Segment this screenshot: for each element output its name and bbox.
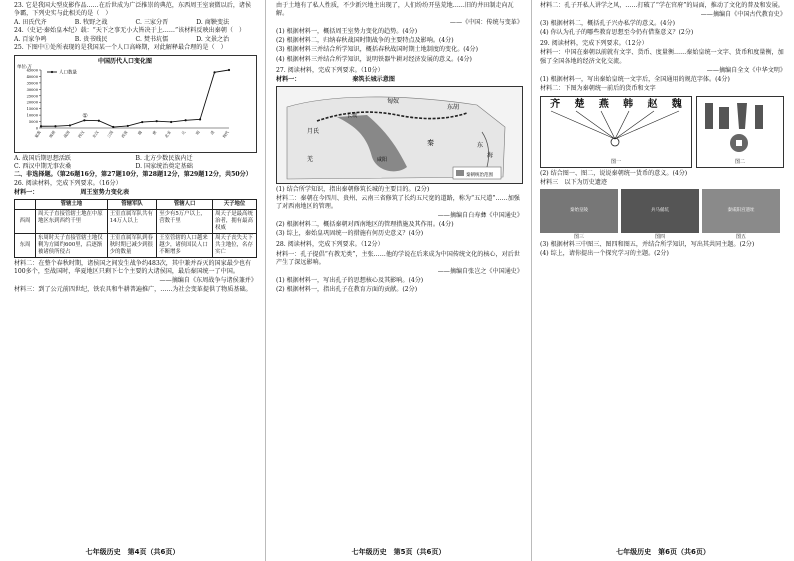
material-3: 材料三：到了公元前四世纪，铁农具和牛耕普遍推广，……为社会变革提供了物质基础。	[14, 286, 252, 294]
option: B. 牧野之战	[74, 19, 108, 27]
data-point	[127, 124, 129, 126]
script-sample: 齐	[550, 98, 561, 110]
option: D. 商鞅变法	[196, 19, 230, 27]
sub-question: (4) 综上，请你提出一个探究学习的主题。(2分)	[540, 250, 669, 258]
page-4	[0, 0, 265, 561]
chart-title: 中国历代人口变化图	[97, 57, 153, 65]
table-cell: 东周时天子直接管辖土地仅剩为方圆约600里，后逐渐被诸侯所侵占	[36, 234, 108, 258]
option: C. 三家分晋	[135, 19, 169, 27]
option: A. 百家争鸣	[14, 36, 47, 44]
table-header: 天子地位	[213, 200, 257, 210]
question-25: 25. 下图中①处所表现的是我国某一个人口高峰期，对此解释最合理的是（ ）	[14, 44, 227, 52]
data-point	[69, 124, 71, 126]
map-label: 长城	[347, 112, 358, 119]
material-27-2: 材料二：秦朝在今四川、贵州、云南三省修筑了长约五尺宽的道路，称为“五尺道”……加强了对西南地区的管理。	[276, 194, 520, 211]
table-row	[15, 234, 257, 258]
great-wall-map	[276, 86, 523, 184]
question-28: 28. 阅读材料，完成下列要求。（12分）	[276, 241, 384, 249]
question-23: 23. 它是我国大型皮影作品……在后世成为广泛推崇的典范，东西周王室衰微以后，诸侯争霸，下列史实与此相关的是（ ）	[14, 2, 252, 18]
y-tick-label: 25000	[26, 93, 38, 98]
option: D. 国家统治奠定基础	[135, 162, 193, 170]
sub-question: (2) 根据材料二，概括秦朝对西南地区的管理措施及其作用。(4分)	[276, 221, 454, 229]
sub-question: (3) 根据材料二，概括孔子兴办私学的意义。(4分)	[540, 20, 675, 28]
question-26: 26. 阅读材料，完成下列要求。（16分）	[14, 179, 122, 187]
map-label: 月氏	[307, 127, 320, 135]
table-cell: 王室直属军队共有14万人以上	[107, 210, 156, 234]
table-cell: 至少有5万户以上，营数千里	[157, 210, 213, 234]
script-sample: 魏	[671, 98, 682, 110]
table-cell: 东周	[15, 234, 36, 258]
sub-question: (1) 根据材料一，概括周王室势力变化的趋势。(4分)	[276, 28, 418, 36]
material-27-2-source: ——摘编自白寿彝《中国通史》	[437, 212, 523, 220]
script-samples	[541, 97, 691, 109]
option: C. 焚书坑儒	[135, 36, 169, 44]
photo-caption: 图三	[573, 234, 584, 241]
figure-caption: 图二	[734, 158, 745, 165]
table-cell: 西周	[15, 210, 36, 234]
option: A. 田氏代齐	[14, 19, 47, 27]
script-sample: 赵	[647, 98, 658, 110]
y-tick-label: 0	[35, 126, 38, 131]
figure-1	[540, 96, 692, 168]
sub-question: (1) 结合所学知识，指出秦朝修筑长城的主要目的。(2分)	[276, 185, 430, 193]
page-footer: 七年级历史 第4页（共6页）	[85, 548, 180, 556]
population-series-line	[41, 70, 229, 127]
y-tick-label: 15000	[26, 106, 38, 111]
page-footer: 七年级历史 第6页（共6页）	[616, 548, 710, 556]
data-point	[83, 119, 85, 121]
material-27-1	[276, 76, 523, 84]
table-header-row	[15, 200, 257, 210]
photo-4	[621, 189, 699, 241]
table-cell: 王室管辖的人口越来越少，诸侯国民人口不断增多	[157, 234, 213, 258]
continued-text: 由于土地有了私人性质，不少新兴地主出现了，人们纷纷开垦荒地……旧的井田制走向瓦解。	[276, 2, 514, 18]
sub-question: (2) 根据材料一，指出孔子在教育方面的贡献。(2分)	[276, 285, 418, 293]
map-svg	[277, 87, 513, 183]
x-tick-label: 西汉	[76, 129, 86, 139]
population-chart	[14, 55, 257, 153]
option: B. 贵书贱民	[74, 36, 108, 44]
sub-question: (1) 根据材料一，写出孔子的思想核心及其影响。(4分)	[276, 276, 424, 284]
map-label: 咸阳	[377, 156, 388, 163]
table-cell: 周天子直接管辖土地在中原地区东到西约千里	[36, 210, 108, 234]
y-tick-label: 45000	[26, 68, 38, 73]
table-header: 管辖人口	[157, 200, 213, 210]
y-tick-label: 35000	[26, 80, 38, 85]
y-axis-unit: 单位:万	[17, 64, 33, 70]
material-28-1-source: ——摘编自张岂之《中国通史》	[437, 267, 523, 275]
script-sample: 燕	[598, 98, 609, 110]
x-tick-label: 三国	[105, 129, 115, 139]
data-point	[170, 120, 172, 122]
sub-question: (2) 结合图一、图二，说说秦朝统一货币的意义。(4分)	[540, 169, 688, 177]
table-cell: 周天子丧失天下共主地位，名存实亡	[213, 234, 257, 258]
data-point	[54, 125, 56, 127]
material-28-1: 材料一：孔子提倡“有教无类”，主张……他的学说在后来成为中国传统文化的核心，对后世产生了深远影响。	[276, 250, 520, 266]
map-label: 海	[487, 151, 494, 159]
coin-shapes	[697, 97, 781, 157]
table-cell: 王室直属军队到春秋时期已减少到很少的数量	[107, 234, 156, 258]
table-title: 周王室势力变化表	[80, 188, 130, 196]
y-tick-label: 10000	[26, 113, 38, 118]
script-sample: 楚	[574, 98, 585, 110]
chart-marker: ①	[82, 111, 88, 119]
page-6	[532, 0, 794, 561]
table-row	[15, 210, 257, 234]
table-header: 管辖土地	[36, 200, 108, 210]
figure-2	[696, 96, 784, 168]
page-5	[266, 0, 531, 561]
table-cell: 周天子是最高统治者，拥有最高权威	[213, 210, 257, 234]
x-tick-label: 周初	[47, 129, 57, 139]
photo-3	[540, 189, 618, 241]
map-title: 秦筑长城示意图	[352, 75, 395, 83]
convergence-lines	[541, 109, 689, 149]
photo-5	[702, 189, 780, 241]
data-point	[213, 71, 215, 73]
material-label: 材料一：	[276, 75, 301, 83]
option: A. 战国后期思想活跃	[14, 154, 72, 162]
material-28-2: 材料二：孔子开私人讲学之风，……打破了“学在官府”的局面，推动了文化的普及和发展。	[540, 2, 784, 9]
map-label: 匈奴	[387, 97, 400, 105]
map-legend-text: 秦朝统治范围	[466, 172, 493, 178]
legend-label: 人口数量	[59, 70, 77, 76]
data-point	[228, 68, 230, 70]
x-tick-label: 唐	[151, 129, 158, 136]
x-tick-label: 隋	[136, 129, 144, 136]
sub-question: (4) 你认为孔子的哪些教育思想至今仍有借鉴意义？(2分)	[540, 29, 694, 37]
x-tick-label: 清	[209, 129, 216, 136]
material-label: 材料一：	[14, 188, 39, 196]
page-footer: 七年级历史 第5页（共6页）	[351, 548, 446, 556]
option: D. 文景之治	[196, 36, 230, 44]
x-tick-label: 明	[194, 129, 201, 136]
photo-caption: 图四	[654, 234, 665, 241]
legend-marker	[51, 70, 53, 72]
x-tick-label: 夏禹	[33, 129, 42, 139]
x-tick-label: 现代	[221, 129, 230, 139]
y-tick-label: 40000	[26, 74, 38, 79]
photo-caption: 图五	[735, 234, 746, 241]
data-point	[40, 125, 42, 127]
continued-source: ——《中国：传统与变革》	[449, 19, 523, 27]
material-28-2-source: ——摘编自《中国古代教育史》	[700, 11, 786, 19]
question-29: 29. 阅读材料，完成下列要求。（12分）	[540, 40, 648, 48]
map-label: 秦	[427, 138, 434, 147]
sub-question: (4) 根据材料三并结合所学知识，说明铁器牛耕对经济发展的意义。(4分)	[276, 55, 472, 63]
q25-options	[14, 155, 257, 171]
y-tick-label: 20000	[26, 100, 38, 105]
currency-figures	[540, 94, 786, 170]
y-tick-label: 5000	[28, 119, 38, 124]
sub-question: (1) 根据材料一，写出秦始皇统一文字后，全国通用的规范字体。(4分)	[540, 75, 730, 83]
data-point	[199, 118, 201, 120]
map-label: 东胡	[447, 103, 460, 111]
x-tick-label: 东汉	[91, 129, 100, 139]
map-label: 东	[477, 141, 484, 149]
zhou-power-table	[14, 199, 257, 258]
map-legend-swatch	[456, 170, 464, 176]
material-2: 材料二：在整个春秋时期，诸侯国之间发生战争约483次，其中兼并吞灭的国家最少也有100多个，至战国时，华夏地区只剩下七个主要的大诸侯国，最后秦国统一了中国。	[14, 260, 252, 276]
script-sample: 韩	[623, 98, 634, 110]
data-point	[141, 121, 143, 123]
sub-question: (2) 根据材料二，归纳春秋战国时期战争的主要特点及影响。(4分)	[276, 37, 454, 45]
x-tick-label: 北宋	[163, 129, 172, 139]
y-tick-label: 30000	[26, 87, 38, 92]
table-header: 管辖军队	[107, 200, 156, 210]
data-point	[112, 125, 114, 127]
part-2-heading: 二、非选择题。（第26题16分，第27题10分，第28题12分，第29题12分，共50分）	[14, 170, 252, 178]
figure-caption: 图一	[610, 158, 621, 165]
x-tick-label: 元	[180, 129, 187, 136]
sub-question: (3) 根据材料三并结合所学知识，概括春秋战国时期土地制度的变化。(4分)	[276, 46, 479, 54]
question-24: 24.（史记·秦始皇本纪）载：“天下之事无小大皆决于上……”该材料反映出秦朝（ ）	[14, 27, 246, 35]
material-29-3: 材料三 以下为历史遗迹	[540, 179, 608, 187]
data-point	[156, 120, 158, 122]
population-chart-svg	[15, 56, 235, 152]
map-label: 羌	[307, 155, 314, 163]
site-photos	[540, 189, 786, 241]
photo-image: 秦始皇陵	[540, 189, 618, 233]
material-1-label	[14, 189, 257, 197]
option: B. 北方少数民族内迁	[135, 154, 193, 162]
material-29-2: 材料二：下图为秦朝统一前后的货币和文字	[540, 84, 656, 92]
x-tick-label: 西晋	[120, 129, 129, 139]
option: C. 西汉中期无事农桑	[14, 162, 72, 170]
material-29-1-source: ——摘编自全文《中华文明》	[706, 66, 786, 74]
data-point	[185, 119, 187, 121]
sub-question: (3) 综上，秦始皇巩固统一的措施有何历史意义？(4分)	[276, 230, 424, 238]
photo-image: 秦咸阳宫遗址	[702, 189, 780, 233]
material-2-source: ——摘编自《东周战争与诸侯兼并》	[159, 277, 257, 285]
data-point	[98, 119, 100, 121]
question-27: 27. 阅读材料，完成下列要求。（10分）	[276, 66, 384, 74]
material-29-1: 材料一：中国在秦朝以前就有文字、货币、度量衡……秦始皇统一文字、货币和度量衡，加强了全国各地的经济文化交流。	[540, 49, 784, 65]
table-header	[15, 200, 36, 210]
x-tick-label: 战国	[62, 129, 71, 139]
sub-question: (3) 根据材料三中图三、图四和图五，并结合所学知识，写出其共同主题。(2分)	[540, 241, 755, 249]
photo-image: 兵马俑坑	[621, 189, 699, 233]
